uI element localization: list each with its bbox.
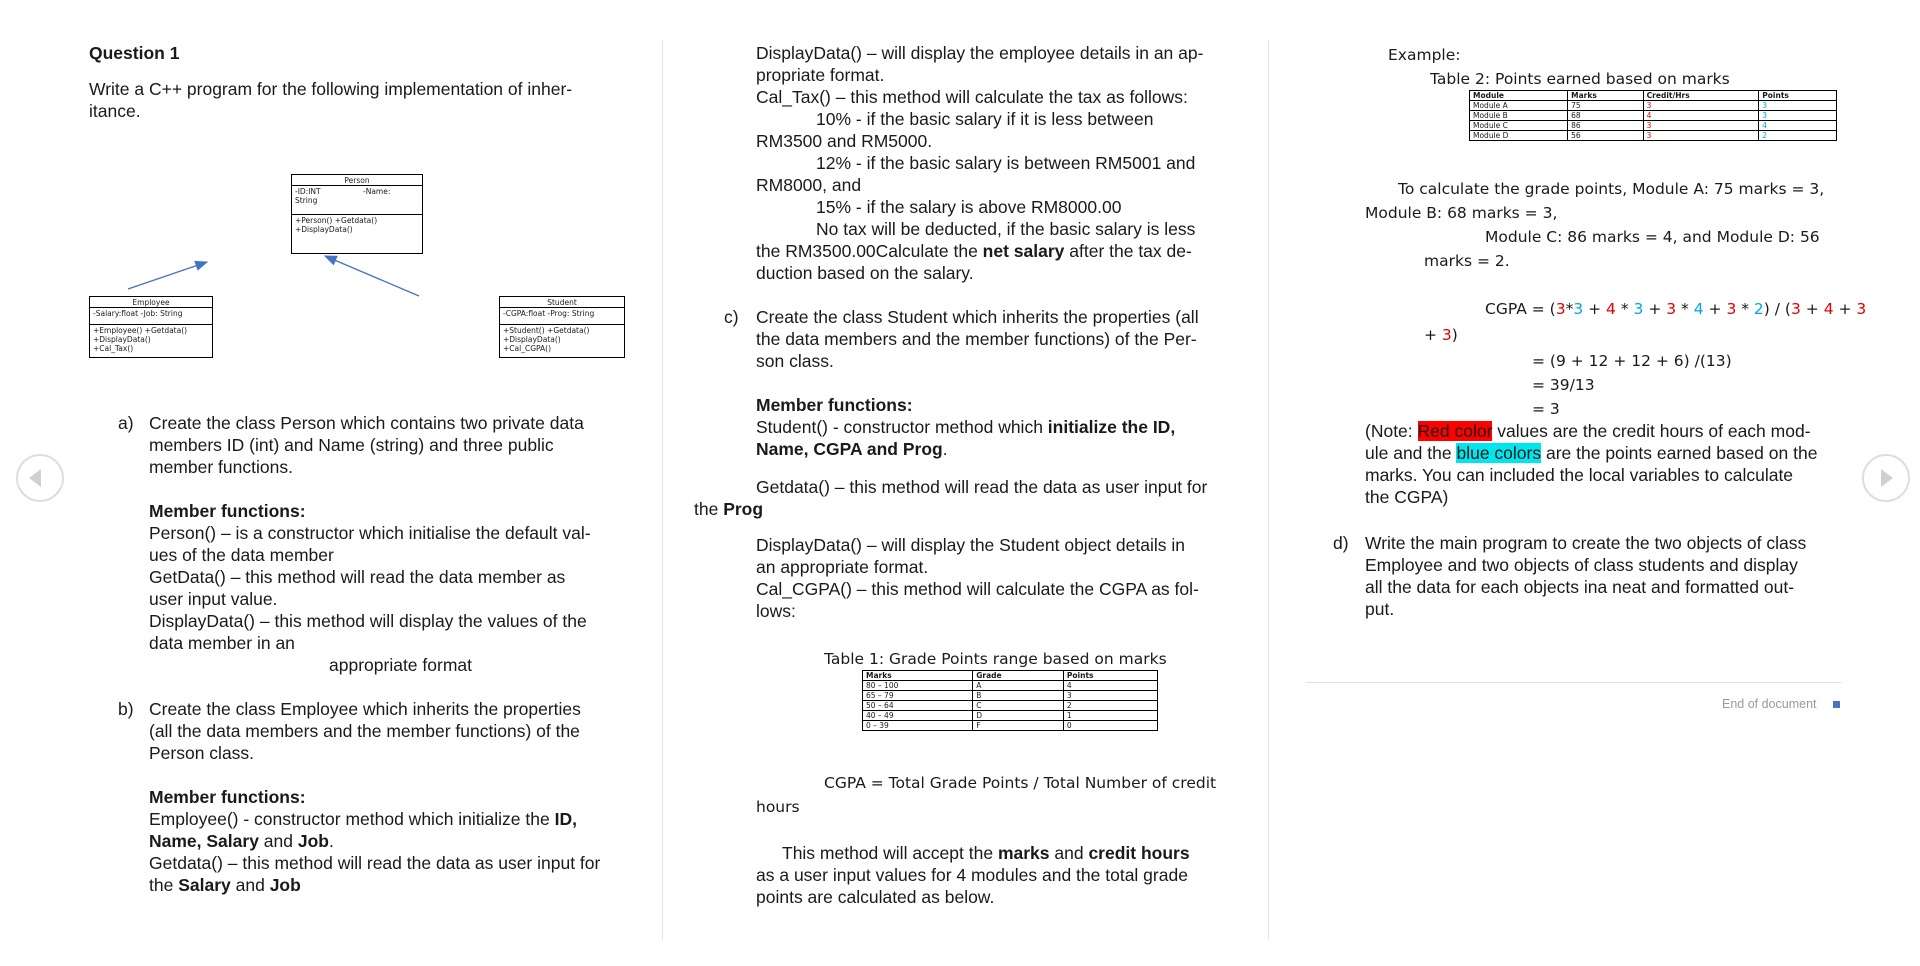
displaydata-text: DisplayData() – will display the Student object details in an appropriate format. Cal_CGPA() – this method will calculate the CGPA as fol- lows: bbox=[756, 535, 1199, 621]
uml-class-name: Person bbox=[292, 175, 422, 186]
red-highlight: Red color bbox=[1417, 421, 1493, 441]
cgpa-formula: CGPA = Total Grade Points / Total Number of credit bbox=[824, 774, 1217, 792]
uml-method: +Student() +Getdata() bbox=[503, 326, 590, 335]
getdata-text: the Prog bbox=[694, 499, 764, 519]
member-functions-heading: Member functions: bbox=[149, 787, 306, 807]
uml-attribute: -Name: bbox=[363, 187, 391, 196]
cgpa-calculation: + 3) bbox=[1424, 326, 1458, 344]
column-divider bbox=[1268, 40, 1269, 940]
inheritance-arrow-student bbox=[325, 256, 419, 296]
table-header-cell: Points bbox=[1063, 671, 1157, 681]
list-marker: a) bbox=[118, 413, 134, 433]
cgpa-result: = 3 bbox=[1532, 400, 1560, 418]
table-header-cell: Marks bbox=[863, 671, 973, 681]
table1-caption: Table 1: Grade Points range based on marks bbox=[824, 650, 1167, 668]
inheritance-arrow-employee bbox=[128, 262, 207, 289]
table-row: 80 – 100 A 4 bbox=[863, 681, 1158, 691]
item-a-text: Create the class Person which contains two private data members ID (int) and Name (string) and three public member functions. bbox=[149, 413, 584, 477]
note-text: (Note: Red color values are the credit hours of each mod- ule and the blue colors are the points earned based on the marks. You can included the local variables to calculate the CGPA) bbox=[1365, 421, 1818, 507]
table-row: 0 – 39 F 0 bbox=[863, 721, 1158, 731]
next-page-button[interactable] bbox=[1862, 454, 1910, 502]
uml-class-name: Employee bbox=[90, 297, 212, 308]
chevron-right-icon bbox=[1881, 469, 1893, 487]
table-row: Module D 56 3 2 bbox=[1470, 131, 1837, 141]
member-functions-heading: Member functions: bbox=[149, 501, 306, 521]
list-marker: b) bbox=[118, 699, 134, 719]
item-a-member-functions: Member functions: Person() – is a constructor which initialise the default val- ues of the data member GetData() – this method will read the data member as user input value. DisplayData() – this method will display the values of the data member in an appropriate format bbox=[149, 500, 649, 676]
uml-attribute: -ID:INT bbox=[295, 187, 321, 196]
uml-inheritance-arrows bbox=[0, 0, 660, 320]
previous-page-button[interactable] bbox=[16, 454, 64, 502]
table-row: 50 – 64 C 2 bbox=[863, 701, 1158, 711]
grade-points-table bbox=[862, 670, 1158, 731]
item-c-member-functions: Member functions: Student() - constructor method which initialize the ID, Name, CGPA and Prog. bbox=[756, 394, 1236, 460]
uml-method: +Cal_CGPA() bbox=[503, 344, 552, 353]
cgpa-calculation: CGPA = (3*3 + 4 * 3 + 3 * 4 + 3 * 2) / (3 + 4 + 3 bbox=[1485, 300, 1867, 318]
question-title: Question 1 bbox=[89, 43, 180, 63]
cgpa-step: = 39/13 bbox=[1532, 376, 1595, 394]
getdata-text: Getdata() – this method will read the data as user input for bbox=[756, 477, 1208, 497]
intro-text: Write a C++ program for the following implementation of inher- bbox=[89, 79, 573, 99]
item-d-text: Write the main program to create the two objects of class Employee and two objects of class students and display all the data for each objects ina neat and formatted out- put. bbox=[1365, 533, 1807, 619]
cyan-highlight: blue colors bbox=[1456, 443, 1542, 463]
item-c-text: Create the class Student which inherits the properties (all the data members and the member functions) of the Per- son class. bbox=[756, 307, 1199, 371]
uml-method: +DisplayData() bbox=[93, 335, 151, 344]
example-label: Example: bbox=[1388, 46, 1461, 64]
item-b-member-functions: Member functions: Employee() - constructor method which initialize the ID, Name, Salary and Job. Getdata() – this method will read the data as user input for the Salary and Job bbox=[149, 786, 659, 896]
end-of-document-label: End of document bbox=[1722, 697, 1817, 711]
member-functions-heading: Member functions: bbox=[756, 395, 913, 415]
accept-text: This method will accept the marks and credit hours as a user input values for 4 modules and the total grade points are calculated as below. bbox=[756, 843, 1190, 907]
table-header-cell: Credit/Hrs bbox=[1643, 91, 1759, 101]
uml-attribute: String bbox=[295, 196, 318, 205]
item-b-text: Create the class Employee which inherits the properties (all the data members and the member functions) of the Person class. bbox=[149, 699, 581, 763]
table-row: 40 – 49 D 1 bbox=[863, 711, 1158, 721]
uml-method: +DisplayData() bbox=[295, 225, 353, 234]
uml-attribute: -CGPA:float -Prog: String bbox=[503, 309, 595, 318]
intro-text: itance. bbox=[89, 101, 141, 121]
cgpa-step: = (9 + 12 + 12 + 6) /(13) bbox=[1532, 352, 1732, 370]
table-row: Module C 86 3 4 bbox=[1470, 121, 1837, 131]
column-divider bbox=[662, 40, 663, 940]
table-header-cell: Grade bbox=[973, 671, 1064, 681]
table-header-cell: Module bbox=[1470, 91, 1568, 101]
list-marker: c) bbox=[724, 307, 739, 327]
table-row: Module B 68 4 3 bbox=[1470, 111, 1837, 121]
module-points-table bbox=[1469, 90, 1837, 141]
table-row: 65 – 79 B 3 bbox=[863, 691, 1158, 701]
table-header-row bbox=[863, 671, 1158, 681]
table-header-cell: Points bbox=[1759, 91, 1837, 101]
uml-method: +Cal_Tax() bbox=[93, 344, 134, 353]
employee-methods-text: DisplayData() – will display the employee details in an ap- propriate format. Cal_Tax() – this method will calculate the tax as follows: 10% - if the basic salary if it is less between RM3500 and RM5000. 12% - if the basic salary is between RM5001 and RM8000, and 15% - if the salary is above RM8000.00 No tax will be deducted, if the basic salary is less the RM3500.00Calculate the net salary after the tax de- duction based on the salary. bbox=[756, 43, 1204, 283]
table-header-cell: Marks bbox=[1568, 91, 1644, 101]
uml-method: +DisplayData() bbox=[503, 335, 561, 344]
uml-attribute: -Salary:float -Job: String bbox=[93, 309, 183, 318]
chevron-left-icon bbox=[29, 469, 41, 487]
uml-method: +Person() +Getdata() bbox=[295, 216, 378, 225]
cgpa-formula: hours bbox=[756, 798, 800, 816]
uml-class-name: Student bbox=[500, 297, 624, 308]
end-marker-icon bbox=[1833, 701, 1840, 708]
end-divider bbox=[1305, 682, 1841, 683]
table-header-row bbox=[1470, 91, 1837, 101]
list-marker: d) bbox=[1333, 533, 1349, 553]
table2-caption: Table 2: Points earned based on marks bbox=[1430, 70, 1730, 88]
table-row: Module A 75 3 3 bbox=[1470, 101, 1837, 111]
uml-method: +Employee() +Getdata() bbox=[93, 326, 188, 335]
